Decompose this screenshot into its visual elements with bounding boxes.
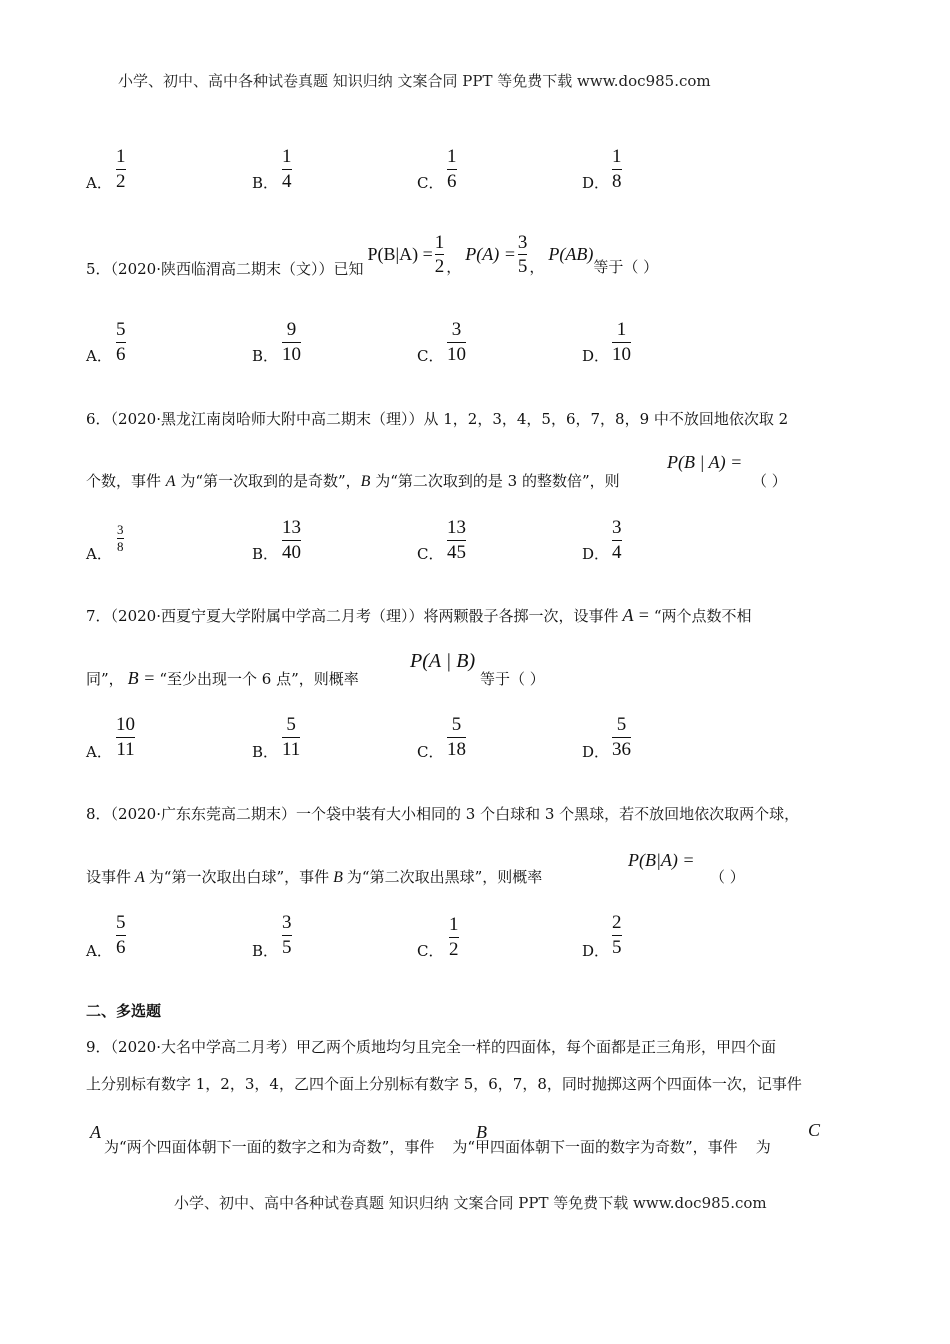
q6-option-a: 3 8 (117, 522, 124, 554)
q9-var-a: A (90, 1122, 101, 1142)
q6-expression: P(B | A) = (667, 452, 743, 472)
q4-option-a: 1 2 (116, 146, 126, 192)
option-label-d: D． (582, 174, 610, 192)
option-label-a: A． (86, 942, 112, 960)
q9-var-b: B (476, 1122, 487, 1142)
q7-option-d: 5 36 (612, 714, 631, 760)
page-header: 小学、初中、高中各种试卷真题 知识归纳 文案合同 PPT 等免费下载 www.doc985.com (118, 72, 711, 90)
option-label-a: A． (86, 174, 112, 192)
q8-option-d: 2 5 (612, 912, 622, 958)
option-label-b: B． (252, 942, 279, 960)
q7-tail: 等于（ ） (480, 670, 545, 688)
option-label-c: C． (417, 942, 444, 960)
q5-option-b: 9 10 (282, 319, 301, 365)
question-9-line1: 9．（2020·大名中学高二月考）甲乙两个质地均匀且完全一样的四面体，每个面都是正三角形，甲四个面 (86, 1038, 776, 1056)
q5-option-a: 5 6 (116, 319, 126, 365)
q7-expression: P(A | B) (410, 650, 476, 672)
q8-option-a: 5 6 (116, 912, 126, 958)
option-label-a: A． (86, 347, 112, 365)
option-label-d: D． (582, 545, 610, 563)
question-7-line1: 7．（2020·西夏宁夏大学附属中学高二月考（理））将两颗骰子各掷一次，设事件 A = “两个点数不相 (86, 605, 752, 625)
option-label-c: C． (417, 174, 444, 192)
page-footer: 小学、初中、高中各种试卷真题 知识归纳 文案合同 PPT 等免费下载 www.doc985.com (174, 1194, 767, 1212)
q6-option-c: 13 45 (447, 517, 466, 563)
option-label-c: C． (417, 545, 444, 563)
option-label-a: A． (86, 743, 112, 761)
q4-option-b: 1 4 (282, 146, 292, 192)
q5-option-d: 1 10 (612, 319, 631, 365)
option-label-c: C． (417, 347, 444, 365)
question-5: 5．（2020·陕西临渭高二期末（文））已知 P(B|A) = 1 2 ， P(A) = 3 5 ， P(AB) 等于（ ） (86, 232, 659, 278)
question-8-line2: 设事件 A 为“第一次取出白球”，事件 B 为“第二次取出黑球”，则概率 (86, 868, 543, 886)
option-label-d: D． (582, 743, 610, 761)
question-7-line2: 同”， B = “至少出现一个 6 点”，则概率 (86, 668, 359, 688)
q8-paren: （ ） (710, 868, 745, 886)
q7-option-b: 5 11 (282, 714, 301, 760)
q6-option-d: 3 4 (612, 517, 622, 563)
q8-option-b: 3 5 (282, 912, 292, 958)
question-6-line1: 6．（2020·黑龙江南岗哈师大附中高二期末（理））从 1，2，3，4，5，6，7，8，9 中不放回地依次取 2 (86, 410, 789, 428)
option-label-b: B． (252, 545, 279, 563)
q9-var-c: C (808, 1120, 821, 1140)
option-label-a: A． (86, 545, 112, 563)
q6-option-b: 13 40 (282, 517, 301, 563)
q4-option-c: 1 6 (447, 146, 457, 192)
q8-option-c: 1 2 (449, 914, 459, 960)
q7-option-c: 5 18 (447, 714, 466, 760)
q6-paren: （ ） (752, 472, 787, 490)
q5-cond1-frac: 1 2 (434, 232, 445, 277)
q5-cond2-frac: 3 5 (517, 232, 528, 277)
option-label-b: B． (252, 174, 279, 192)
question-9-line3: 为“两个四面体朝下一面的数字之和为奇数”，事件 为“甲四面体朝下一面的数字为奇数”，事件 为 (104, 1138, 771, 1156)
section-title-multiple-choice: 二、多选题 (86, 1002, 162, 1020)
option-label-d: D． (582, 942, 610, 960)
question-8-line1: 8．（2020·广东东莞高二期末）一个袋中装有大小相同的 3 个白球和 3 个黑球，若不放回地依次取两个球， (86, 805, 800, 823)
option-label-d: D． (582, 347, 610, 365)
q8-expression: P(B|A) = (628, 850, 695, 870)
question-9-line2: 上分别标有数字 1，2，3，4，乙四个面上分别标有数字 5，6，7，8，同时抛掷这两个四面体一次，记事件 (86, 1075, 802, 1093)
question-6-line2: 个数，事件 A 为“第一次取到的是奇数”，B 为“第二次取到的是 3 的整数倍”，则 (86, 472, 620, 490)
q5-option-c: 3 10 (447, 319, 466, 365)
q7-option-a: 10 11 (116, 714, 135, 760)
option-label-b: B． (252, 347, 279, 365)
q4-option-d: 1 8 (612, 146, 622, 192)
option-label-b: B． (252, 743, 279, 761)
option-label-c: C． (417, 743, 444, 761)
